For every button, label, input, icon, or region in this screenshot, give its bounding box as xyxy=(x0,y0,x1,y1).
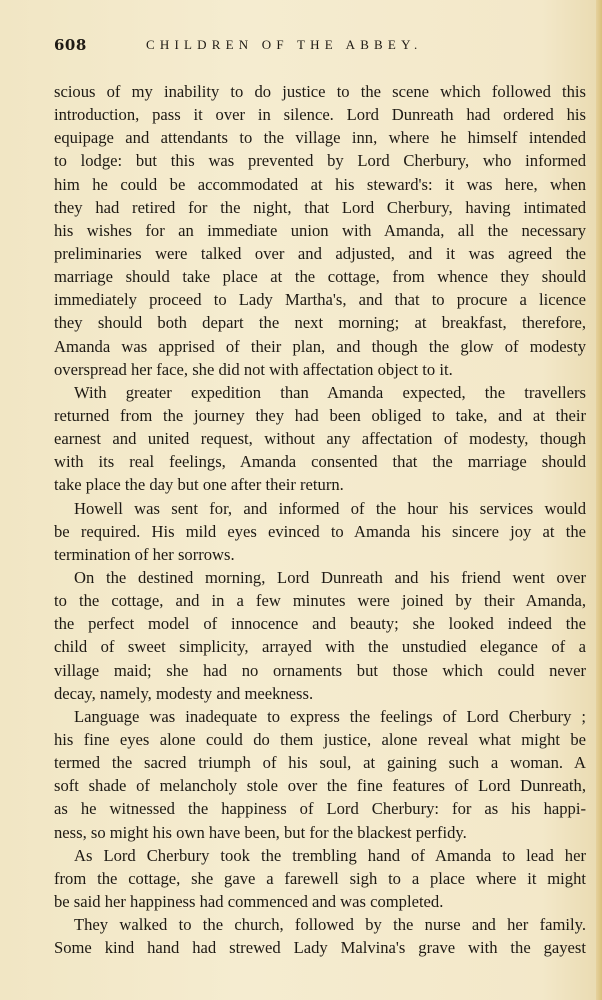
text-line: Language was inadequate to express the feelings of Lord Cherbury ; xyxy=(74,706,586,726)
text-line: village maid; she had no ornaments but those which could never xyxy=(54,660,586,680)
text-line: Howell was sent for, and informed of the hour his services would xyxy=(74,498,586,518)
text-line: with its real feelings, Amanda consented that the marriage should xyxy=(54,452,586,472)
text-line: they should both depart the next morning; at breakfast, therefore, xyxy=(54,313,586,333)
text-line: to the cottage, and in a few minutes were joined by their Amanda, xyxy=(54,591,586,611)
page-number: 608 xyxy=(54,36,87,54)
text-line: As Lord Cherbury took the trembling hand of Amanda to lead her xyxy=(74,845,586,865)
text-line: termed the sacred triumph of his soul, at gaining such a woman. A xyxy=(54,753,586,773)
text-line: soft shade of melancholy stole over the fine features of Lord Dunreath, xyxy=(54,776,586,796)
text-line: from the cottage, she gave a farewell sigh to a place where it might xyxy=(54,868,586,888)
running-title: CHILDREN OF THE ABBEY. xyxy=(146,37,423,52)
text-line: immediately proceed to Lady Martha's, and that to procure a licence xyxy=(54,290,586,310)
text-line: his wishes for an immediate union with Amanda, all the necessary xyxy=(54,220,586,240)
text-line: be required. His mild eyes evinced to Amanda his sincere joy at the xyxy=(54,521,586,541)
text-line: termination of her sorrows. xyxy=(54,544,235,564)
text-line: they had retired for the night, that Lord Cherbury, having intimated xyxy=(54,197,586,217)
text-line: as he witnessed the happiness of Lord Cherbury: for as his happi- xyxy=(54,799,586,819)
text-line: returned from the journey they had been obliged to take, and at their xyxy=(54,405,586,425)
text-line: introduction, pass it over in silence. Lord Dunreath had ordered his xyxy=(54,105,586,125)
text-line: earnest and united request, without any affectation of modesty, though xyxy=(54,429,586,449)
text-line: him he could be accommodated at his steward's: it was here, when xyxy=(54,174,586,194)
text-line: ness, so might his own have been, but for the blackest perfidy. xyxy=(54,822,467,842)
text-line: With greater expedition than Amanda expected, the travellers xyxy=(74,382,586,402)
text-line: preliminaries were talked over and adjusted, and it was agreed the xyxy=(54,243,586,263)
text-line: his fine eyes alone could do them justice, alone reveal what might be xyxy=(54,729,586,749)
text-line: overspread her face, she did not with affectation object to it. xyxy=(54,359,453,379)
page-edge xyxy=(596,0,602,1000)
page-header xyxy=(54,36,594,58)
text-line: marriage should take place at the cottage, from whence they should xyxy=(54,267,586,287)
text-line: They walked to the church, followed by the nurse and her family. xyxy=(74,915,586,935)
text-line: take place the day but one after their return. xyxy=(54,475,344,495)
text-line: decay, namely, modesty and meekness. xyxy=(54,683,314,703)
text-line: to lodge: but this was prevented by Lord Cherbury, who informed xyxy=(54,151,586,171)
text-line: be said her happiness had commenced and was completed. xyxy=(54,891,444,911)
body-text xyxy=(54,80,586,959)
text-line: On the destined morning, Lord Dunreath and his friend went over xyxy=(74,567,586,587)
text-line: scious of my inability to do justice to the scene which followed this xyxy=(54,82,586,101)
text-line: child of sweet simplicity, arrayed with the unstudied elegance of a xyxy=(54,637,586,657)
text-line: the perfect model of innocence and beauty; she looked indeed the xyxy=(54,614,586,634)
text-line: Some kind hand had strewed Lady Malvina's grave with the gayest xyxy=(54,938,586,958)
text-line: Amanda was apprised of their plan, and though the glow of modesty xyxy=(54,336,586,356)
text-line: equipage and attendants to the village inn, where he himself intended xyxy=(54,128,586,148)
